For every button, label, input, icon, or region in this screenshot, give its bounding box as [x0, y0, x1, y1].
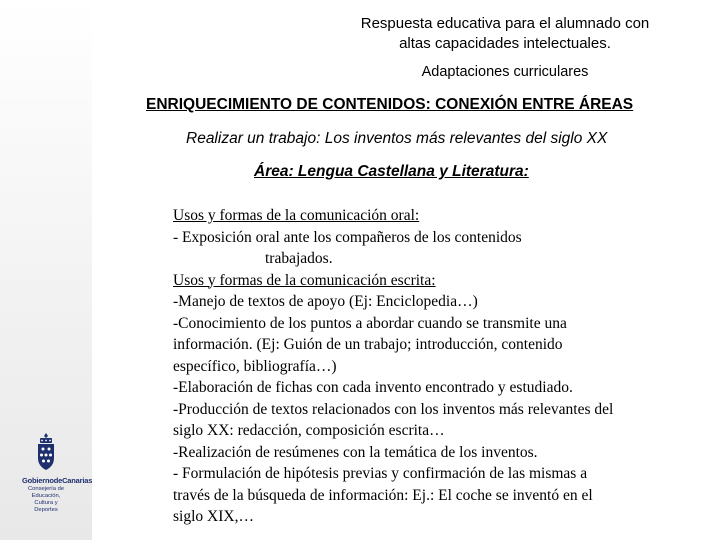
- body-line: - Formulación de hipótesis previas y confirmación de las mismas a: [173, 465, 588, 482]
- body-line: información. (Ej: Guión de un trabajo; introducción, contenido: [173, 336, 563, 353]
- body-line: -Realización de resúmenes con la temática de los inventos.: [173, 443, 538, 461]
- body-line: -Conocimiento de los puntos a abordar cuando se transmite una: [173, 314, 567, 332]
- body-line: -Manejo de textos de apoyo (Ej: Enciclopedia…): [173, 293, 478, 310]
- area-title: Área: Lengua Castellana y Literatura:: [254, 163, 529, 180]
- header-line: altas capacidades intelectuales.: [399, 35, 611, 52]
- body-line: través de la búsqueda de información: Ej.: El coche se inventó en el: [173, 486, 593, 504]
- oral-item-continuation: trabajados.: [265, 250, 333, 267]
- oral-item: - Exposición oral ante los compañeros de los contenidos: [173, 228, 522, 246]
- written-heading: Usos y formas de la comunicación escrita:: [173, 271, 436, 289]
- body-line: -Producción de textos relacionados con los inventos más relevantes del: [173, 400, 614, 418]
- logo-sub-line: Consejería de Educación,: [27, 486, 65, 499]
- slide-header: [300, 14, 710, 54]
- left-sidebar-band: [0, 0, 92, 540]
- body-line: específico, bibliografía…): [173, 357, 337, 375]
- header-line: Respuesta educativa para el alumnado con: [360, 15, 650, 32]
- assignment-statement: Realizar un trabajo: Los inventos más relevantes del siglo XX: [186, 130, 608, 147]
- logo-sub-line: Cultura y Deportes: [34, 500, 58, 513]
- coat-of-arms-icon: [33, 432, 59, 472]
- logo-sub-text: [22, 486, 70, 514]
- body-line: siglo XX: redacción, composición escrita…: [173, 422, 445, 439]
- gobierno-de-canarias-logo: [22, 432, 93, 514]
- body-line: siglo XIX,…: [173, 508, 254, 525]
- content-body: [173, 205, 713, 528]
- oral-heading: Usos y formas de la comunicación oral:: [173, 207, 420, 224]
- slide-subtitle: Adaptaciones curriculares: [421, 64, 589, 80]
- logo-brand-text: GobiernodeCanarias: [22, 476, 93, 485]
- section-title: ENRIQUECIMIENTO DE CONTENIDOS: CONEXIÓN ENTRE ÁREAS: [146, 96, 634, 113]
- body-line: -Elaboración de fichas con cada invento encontrado y estudiado.: [173, 379, 573, 396]
